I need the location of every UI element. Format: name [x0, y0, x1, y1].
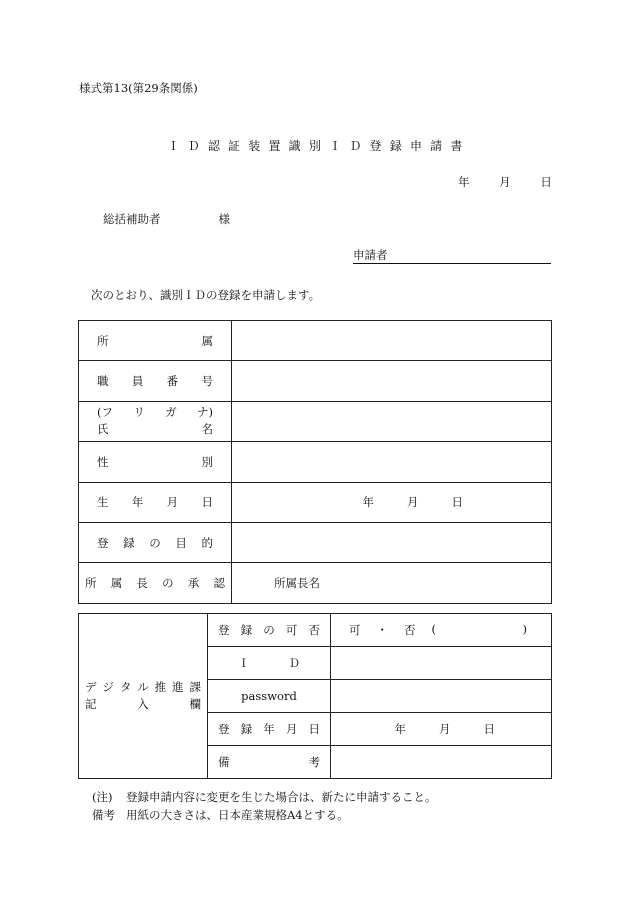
label-char: 記: [85, 697, 97, 711]
label-char: 登: [218, 623, 230, 637]
intro-text: 次のとおり、識別ＩＤの登録を申請します。: [91, 288, 321, 302]
label-char: 登: [218, 722, 230, 736]
label-char: 氏: [97, 422, 109, 437]
note-remarks: [92, 807, 349, 823]
affiliation-field[interactable]: [232, 321, 552, 361]
label-char: 属: [110, 576, 123, 591]
document-title: Ｉ Ｄ 認 証 装 置 識 別 Ｉ Ｄ 登 録 申 請 書: [167, 139, 463, 153]
label-char: 日: [308, 722, 320, 736]
label-char: 録: [240, 623, 253, 637]
staff-number-label: [79, 361, 232, 401]
birthdate-row: [79, 482, 552, 522]
label-char: 所: [97, 333, 109, 348]
label-char: ナ): [196, 405, 213, 420]
full-name-label: [97, 421, 213, 438]
label-char: 推: [154, 680, 167, 694]
affiliation-row: [79, 321, 552, 361]
approval-decision-label: [208, 614, 331, 647]
label-char: 別: [201, 454, 213, 469]
label-char: 性: [97, 454, 109, 469]
digital-section-title: [79, 614, 208, 779]
birth-day-label: 日: [451, 495, 463, 510]
label-char: 所: [85, 576, 97, 591]
remarks-label: [208, 746, 331, 779]
note-caution: [92, 789, 437, 805]
label-char: 否: [308, 623, 320, 637]
label-char: 月: [166, 495, 179, 510]
password-label: [208, 680, 331, 713]
name-field[interactable]: [232, 401, 552, 441]
approval-decision-field[interactable]: [331, 614, 552, 647]
label-char: 進: [172, 680, 184, 694]
label-char: (フ: [97, 405, 113, 420]
staff-number-row: [79, 361, 552, 401]
addressee-honorific: 様: [218, 212, 230, 226]
label-char: 属: [201, 333, 213, 348]
applicant-signature-line[interactable]: [353, 248, 551, 264]
name-label: [79, 401, 232, 441]
application-form-table: [78, 320, 552, 604]
separator-dot: ・: [376, 623, 388, 637]
application-date: [458, 174, 552, 190]
label-char: 可: [285, 623, 298, 637]
label-char: 名: [201, 422, 213, 437]
id-label: [208, 647, 331, 680]
purpose-row: [79, 522, 552, 562]
name-row: [79, 401, 552, 441]
label-char: 番: [166, 374, 179, 389]
label-char: 的: [201, 535, 213, 550]
label-char: 号: [201, 374, 213, 389]
birth-year-label: 年: [362, 495, 374, 510]
label-char: タ: [119, 680, 132, 694]
gender-label: [79, 442, 232, 482]
applicant-label: 申請者: [353, 248, 388, 262]
birth-month-label: 月: [407, 495, 419, 510]
label-char: ル: [137, 680, 149, 694]
label-char: 月: [285, 722, 298, 736]
label-char: 承: [187, 576, 200, 591]
purpose-label: [79, 522, 232, 562]
label-char: 入: [137, 697, 149, 711]
label-char: 職: [97, 374, 109, 389]
note-caution-key: (注): [92, 790, 113, 804]
label-char: ガ: [165, 405, 177, 420]
digital-section-table: [78, 613, 552, 779]
date-day: 日: [540, 175, 552, 189]
label-char: Ｄ: [288, 656, 300, 670]
label-char: 年: [263, 722, 275, 736]
addressee: [103, 211, 230, 227]
label-char: Ｉ: [238, 656, 250, 670]
addressee-name: 総括補助者: [103, 212, 161, 226]
approval-label: [79, 563, 232, 603]
reg-year-label: 年: [394, 722, 406, 736]
approver-field[interactable]: [232, 563, 552, 603]
label-char: 目: [175, 535, 187, 550]
label-char: 録: [123, 535, 135, 550]
id-field[interactable]: [331, 647, 552, 680]
approve-option[interactable]: 可: [349, 623, 361, 637]
label-char: ジ: [102, 680, 114, 694]
label-char: の: [263, 623, 275, 637]
registration-date-label: [208, 713, 331, 746]
note-remarks-key: 備考: [92, 808, 115, 822]
approver-name-label: 所属長名: [274, 576, 320, 591]
date-year: 年: [458, 175, 470, 189]
reg-day-label: 日: [483, 722, 495, 736]
label-char: 備: [218, 755, 230, 769]
label-char: 認: [213, 576, 225, 591]
label-char: の: [149, 535, 161, 550]
note-remarks-text: 用紙の大きさは、日本産業規格A4とする。: [126, 808, 349, 822]
label-char: 課: [189, 680, 201, 694]
label-char: 欄: [189, 697, 201, 711]
label-char: 員: [131, 374, 144, 389]
password-label-text: password: [241, 689, 297, 703]
label-char: デ: [85, 680, 97, 694]
label-char: 登: [97, 535, 109, 550]
reject-option[interactable]: 否: [404, 623, 416, 637]
label-char: 録: [240, 722, 253, 736]
paren-open: (: [431, 622, 436, 636]
remarks-field[interactable]: [331, 746, 552, 779]
purpose-field[interactable]: [232, 522, 552, 562]
label-char: 年: [131, 495, 144, 510]
staff-number-field[interactable]: [232, 361, 552, 401]
password-field[interactable]: [331, 680, 552, 713]
label-char: 長: [136, 576, 148, 591]
label-char: 日: [201, 495, 213, 510]
registration-date-field[interactable]: [331, 713, 552, 746]
gender-row: [79, 442, 552, 482]
approval-row: [79, 563, 552, 603]
furigana-label: [97, 404, 213, 421]
birthdate-field[interactable]: [232, 482, 552, 522]
approval-decision-row: [79, 614, 552, 647]
note-caution-text: 登録申請内容に変更を生じた場合は、新たに申請すること。: [126, 790, 437, 804]
label-char: リ: [133, 405, 145, 420]
label-char: の: [162, 576, 174, 591]
label-char: 生: [97, 495, 109, 510]
date-month: 月: [499, 175, 511, 189]
form-number-label: 様式第13(第29条関係): [79, 81, 198, 95]
reg-month-label: 月: [439, 722, 451, 736]
affiliation-label: [79, 321, 232, 361]
paren-close: ): [522, 622, 527, 636]
label-char: 考: [308, 755, 320, 769]
gender-field[interactable]: [232, 442, 552, 482]
birthdate-label: [79, 482, 232, 522]
